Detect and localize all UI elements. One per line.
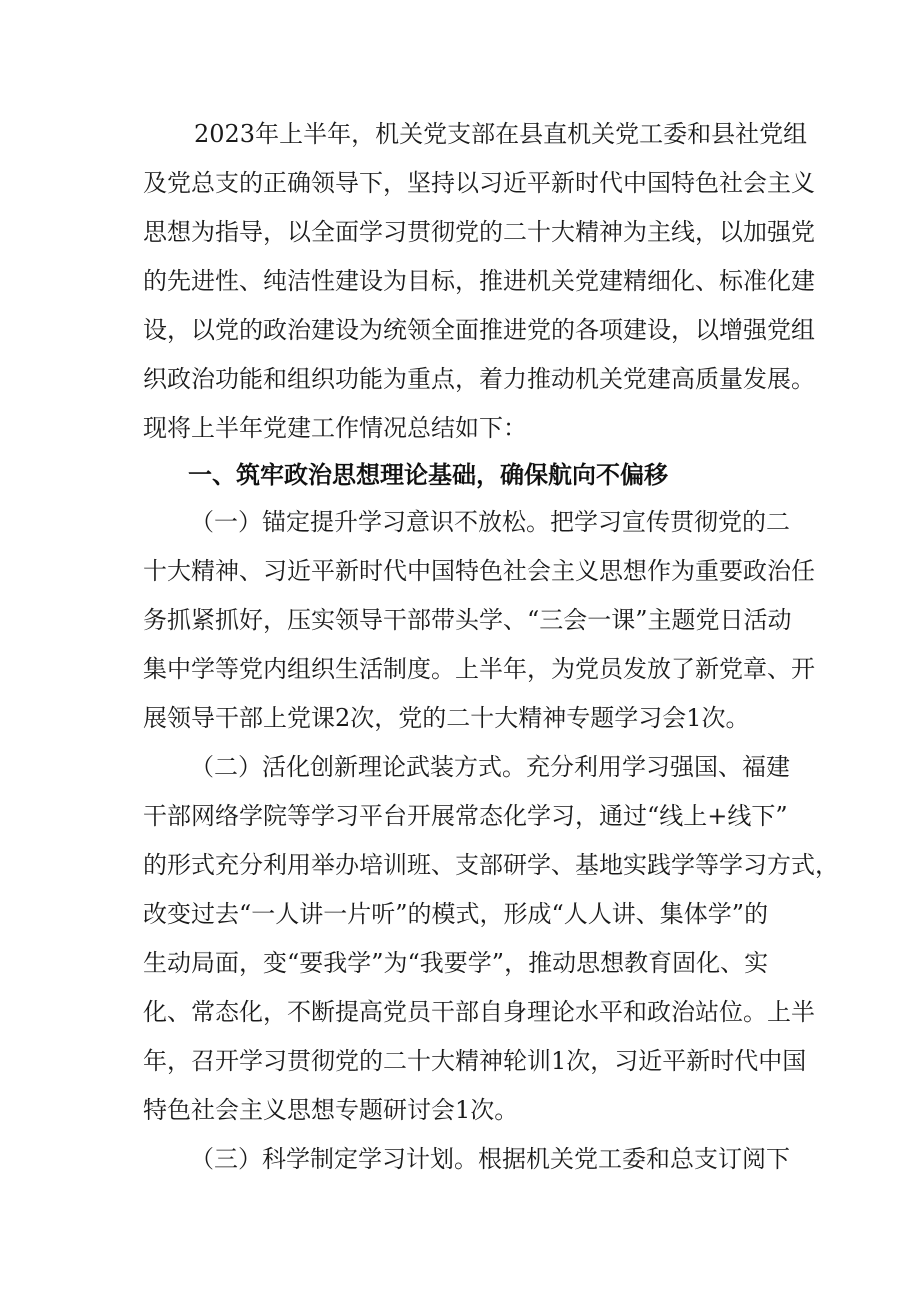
section-heading-1: 一、筑牢政治思想理论基础，确保航向不偏移 xyxy=(188,461,668,489)
paragraph-1-line-4: 集中学等党内组织生活制度。上半年，为党员发放了新党章、开 xyxy=(143,655,815,683)
paragraph-2-line-8: 特色社会主义思想专题研讨会1次。 xyxy=(143,1096,519,1124)
paragraph-intro-line-3: 思想为指导，以全面学习贯彻党的二十大精神为主线，以加强党 xyxy=(143,218,815,246)
paragraph-2-line-1: （二）活化创新理论武装方式。充分利用学习强国、福建 xyxy=(190,753,790,781)
paragraph-2-line-5: 生动局面，变“要我学”为“我要学”，推动思想教育固化、实 xyxy=(143,949,769,977)
paragraph-2-line-7: 年，召开学习贯彻党的二十大精神轮训1次，习近平新时代中国 xyxy=(143,1047,807,1075)
paragraph-2-line-4: 改变过去“一人讲一片听”的模式，形成“人人讲、集体学”的 xyxy=(143,900,769,928)
paragraph-intro-line-7: 现将上半年党建工作情况总结如下： xyxy=(143,414,527,442)
paragraph-2-line-6: 化、常态化，不断提高党员干部自身理论水平和政治站位。上半 xyxy=(143,998,815,1026)
paragraph-intro-line-2: 及党总支的正确领导下，坚持以习近平新时代中国特色社会主义 xyxy=(143,169,815,197)
paragraph-1-line-3: 务抓紧抓好，压实领导干部带头学、“三会一课”主题党日活动 xyxy=(143,606,792,634)
paragraph-intro-line-4: 的先进性、纯洁性建设为目标，推进机关党建精细化、标准化建 xyxy=(143,267,815,295)
paragraph-2-line-3: 的形式充分利用举办培训班、支部研学、基地实践学等学习方式， xyxy=(143,851,839,879)
paragraph-1-line-1: （一）锚定提升学习意识不放松。把学习宣传贯彻党的二 xyxy=(190,508,790,536)
paragraph-1-line-2: 十大精神、习近平新时代中国特色社会主义思想作为重要政治任 xyxy=(143,557,815,585)
paragraph-1-line-5: 展领导干部上党课2次，党的二十大精神专题学习会1次。 xyxy=(143,704,750,732)
paragraph-3-line-1: （三）科学制定学习计划。根据机关党工委和总支订阅下 xyxy=(190,1145,790,1173)
paragraph-intro-line-1: 2023年上半年，机关党支部在县直机关党工委和县社党组 xyxy=(194,120,808,148)
paragraph-intro-line-5: 设，以党的政治建设为统领全面推进党的各项建设，以增强党组 xyxy=(143,316,815,344)
paragraph-2-line-2: 干部网络学院等学习平台开展常态化学习，通过“线上+线下” xyxy=(143,802,788,830)
paragraph-intro-line-6: 织政治功能和组织功能为重点，着力推动机关党建高质量发展。 xyxy=(143,365,815,393)
